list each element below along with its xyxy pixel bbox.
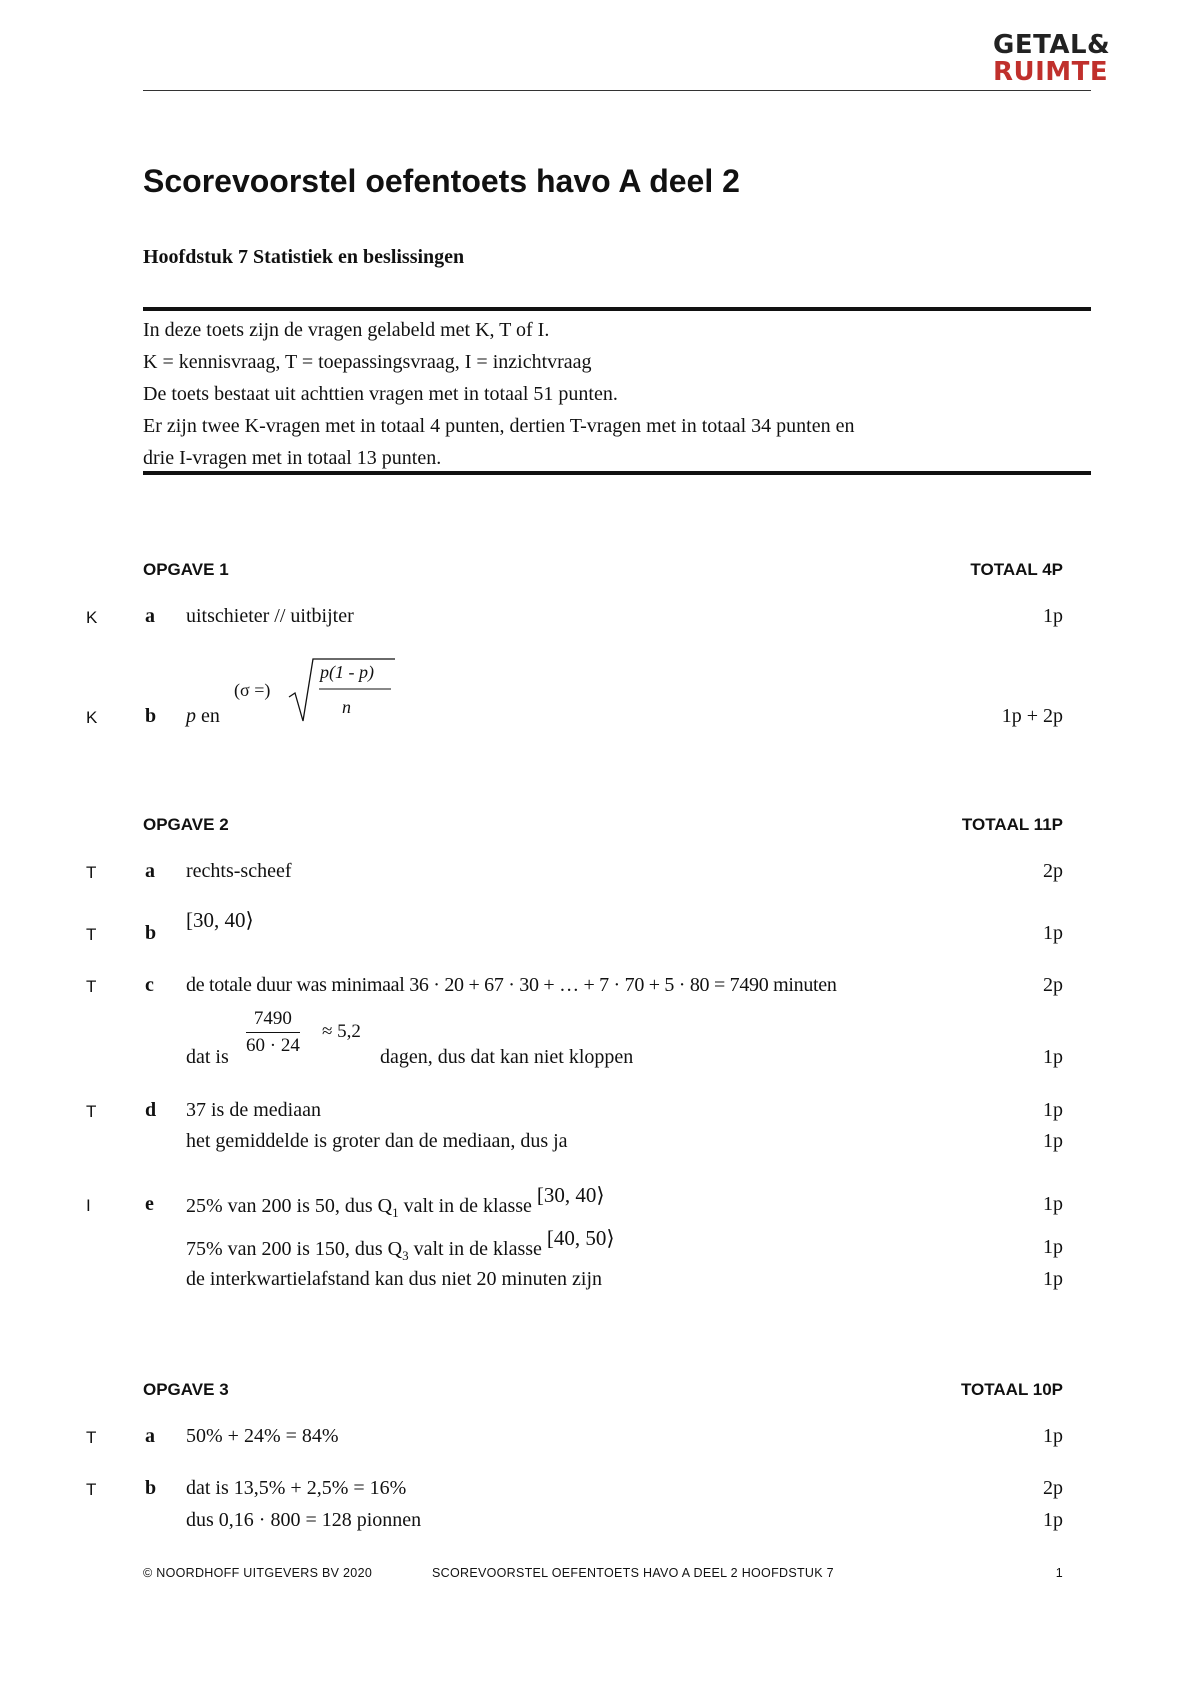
chapter-subtitle: Hoofdstuk 7 Statistiek en beslissingen [143, 246, 465, 268]
variable-p: p [186, 705, 196, 727]
answer-text: 37 is de mediaan [186, 1099, 321, 1121]
opgave-1-heading: OPGAVE 1 [143, 560, 229, 579]
intro-line: In deze toets zijn de vragen gelabeld met K, T of I. [143, 319, 550, 341]
interval-answer: [30, 40⟩ [186, 908, 254, 932]
question-letter: d [145, 1099, 157, 1121]
intro-line: De toets bestaat uit achttien vragen met in totaal 51 punten. [143, 383, 618, 405]
answer-points: 1p + 2p [1001, 705, 1063, 727]
intro-bottom-rule [143, 471, 1091, 475]
answer-points: 1p [1043, 1130, 1063, 1152]
answer-text: het gemiddelde is groter dan de mediaan, dus ja [186, 1130, 568, 1152]
answer-text [186, 1183, 605, 1221]
answer-text: rechts-scheef [186, 860, 292, 882]
header-divider [143, 90, 1091, 91]
answer-text: de totale duur was minimaal 36 · 20 + 67 · 30 + … + 7 · 70 + 5 · 80 = 7490 minuten [186, 974, 837, 996]
answer-points: 2p [1043, 860, 1063, 882]
answer-points: 1p [1043, 1193, 1063, 1215]
subscript: 1 [392, 1205, 399, 1220]
answer-text: dagen, dus dat kan niet kloppen [380, 1046, 634, 1068]
brand-logo [993, 32, 1110, 86]
question-category: T [86, 925, 97, 944]
question-category: K [86, 608, 98, 627]
answer-points: 1p [1043, 1268, 1063, 1290]
footer-copyright: © NOORDHOFF UITGEVERS BV 2020 [143, 1566, 373, 1580]
answer-points: 1p [1043, 922, 1063, 944]
answer-text: uitschieter // uitbijter [186, 605, 354, 627]
opgave-3-total: TOTAAL 10P [960, 1380, 1063, 1399]
page-title: Scorevoorstel oefentoets havo A deel 2 [143, 163, 740, 199]
footer-page-number: 1 [1055, 1566, 1063, 1580]
answer-points: 1p [1043, 605, 1063, 627]
question-letter: b [145, 1477, 157, 1499]
interval-value: [30, 40⟩ [536, 1183, 605, 1207]
question-letter: b [145, 922, 157, 944]
question-category: T [86, 1102, 97, 1121]
answer-points: 2p [1043, 974, 1063, 996]
question-category: I [86, 1196, 91, 1215]
sqrt-numerator: p(1 - p) [320, 662, 374, 682]
answer-text: de interkwartielafstand kan dus niet 20 minuten zijn [186, 1268, 602, 1290]
answer-text-part: valt in de klasse [408, 1238, 547, 1260]
answer-points: 1p [1043, 1046, 1063, 1068]
question-letter: a [145, 860, 155, 882]
question-category: T [86, 1480, 97, 1499]
question-letter: e [145, 1193, 154, 1215]
answer-text-part: 75% van 200 is 150, dus Q [186, 1238, 403, 1260]
answer-points: 1p [1043, 1425, 1063, 1447]
answer-points: 2p [1043, 1477, 1063, 1499]
question-letter: c [145, 974, 154, 996]
answer-points: 1p [1043, 1099, 1063, 1121]
answer-text: dat is 13,5% + 2,5% = 16% [186, 1477, 407, 1499]
answer-text-part: valt in de klasse [398, 1195, 537, 1217]
question-category: K [86, 708, 98, 727]
answer-text-part: 25% van 200 is 50, dus Q [186, 1195, 393, 1217]
fraction-denominator: 60 · 24 [246, 1035, 300, 1056]
opgave-2-heading: OPGAVE 2 [143, 815, 229, 834]
opgave-3-heading: OPGAVE 3 [143, 1380, 229, 1399]
intro-line: drie I-vragen met in totaal 13 punten. [143, 447, 442, 469]
fraction [246, 1008, 300, 1057]
sigma-prefix: (σ =) [234, 680, 271, 700]
question-category: T [86, 863, 97, 882]
approx-value: ≈ 5,2 [322, 1021, 361, 1042]
question-category: T [86, 1428, 97, 1447]
question-letter: b [145, 705, 157, 727]
logo-line-2: RUIMTE [993, 57, 1109, 87]
question-letter: a [145, 1425, 155, 1447]
interval-value: [40, 50⟩ [546, 1226, 615, 1250]
opgave-1-total: TOTAAL 4P [970, 560, 1063, 579]
subscript: 3 [402, 1248, 409, 1263]
answer-text: 50% + 24% = 84% [186, 1425, 339, 1447]
intro-line: Er zijn twee K-vragen met in totaal 4 punten, dertien T-vragen met in totaal 34 punten en [143, 415, 855, 437]
answer-text: dus 0,16 · 800 = 128 pionnen [186, 1509, 422, 1531]
question-letter: a [145, 605, 155, 627]
question-category: T [86, 977, 97, 996]
answer-points: 1p [1043, 1509, 1063, 1531]
intro-top-rule [143, 307, 1091, 311]
sqrt-denominator: n [342, 697, 351, 717]
opgave-2-total: TOTAAL 11P [961, 815, 1063, 834]
answer-text-prefix: dat is [186, 1046, 229, 1068]
answer-text-and: en [196, 705, 220, 727]
fraction-numerator: 7490 [246, 1008, 300, 1033]
answer-text [186, 1226, 615, 1264]
logo-line-1: GETAL& [993, 30, 1111, 60]
footer-document-title: SCOREVOORSTEL OEFENTOETS HAVO A DEEL 2 HOOFDSTUK 7 [432, 1566, 834, 1580]
answer-points: 1p [1043, 1236, 1063, 1258]
answer-text [186, 705, 220, 728]
intro-box [143, 314, 854, 474]
intro-line: K = kennisvraag, T = toepassingsvraag, I = inzichtvraag [143, 351, 592, 373]
